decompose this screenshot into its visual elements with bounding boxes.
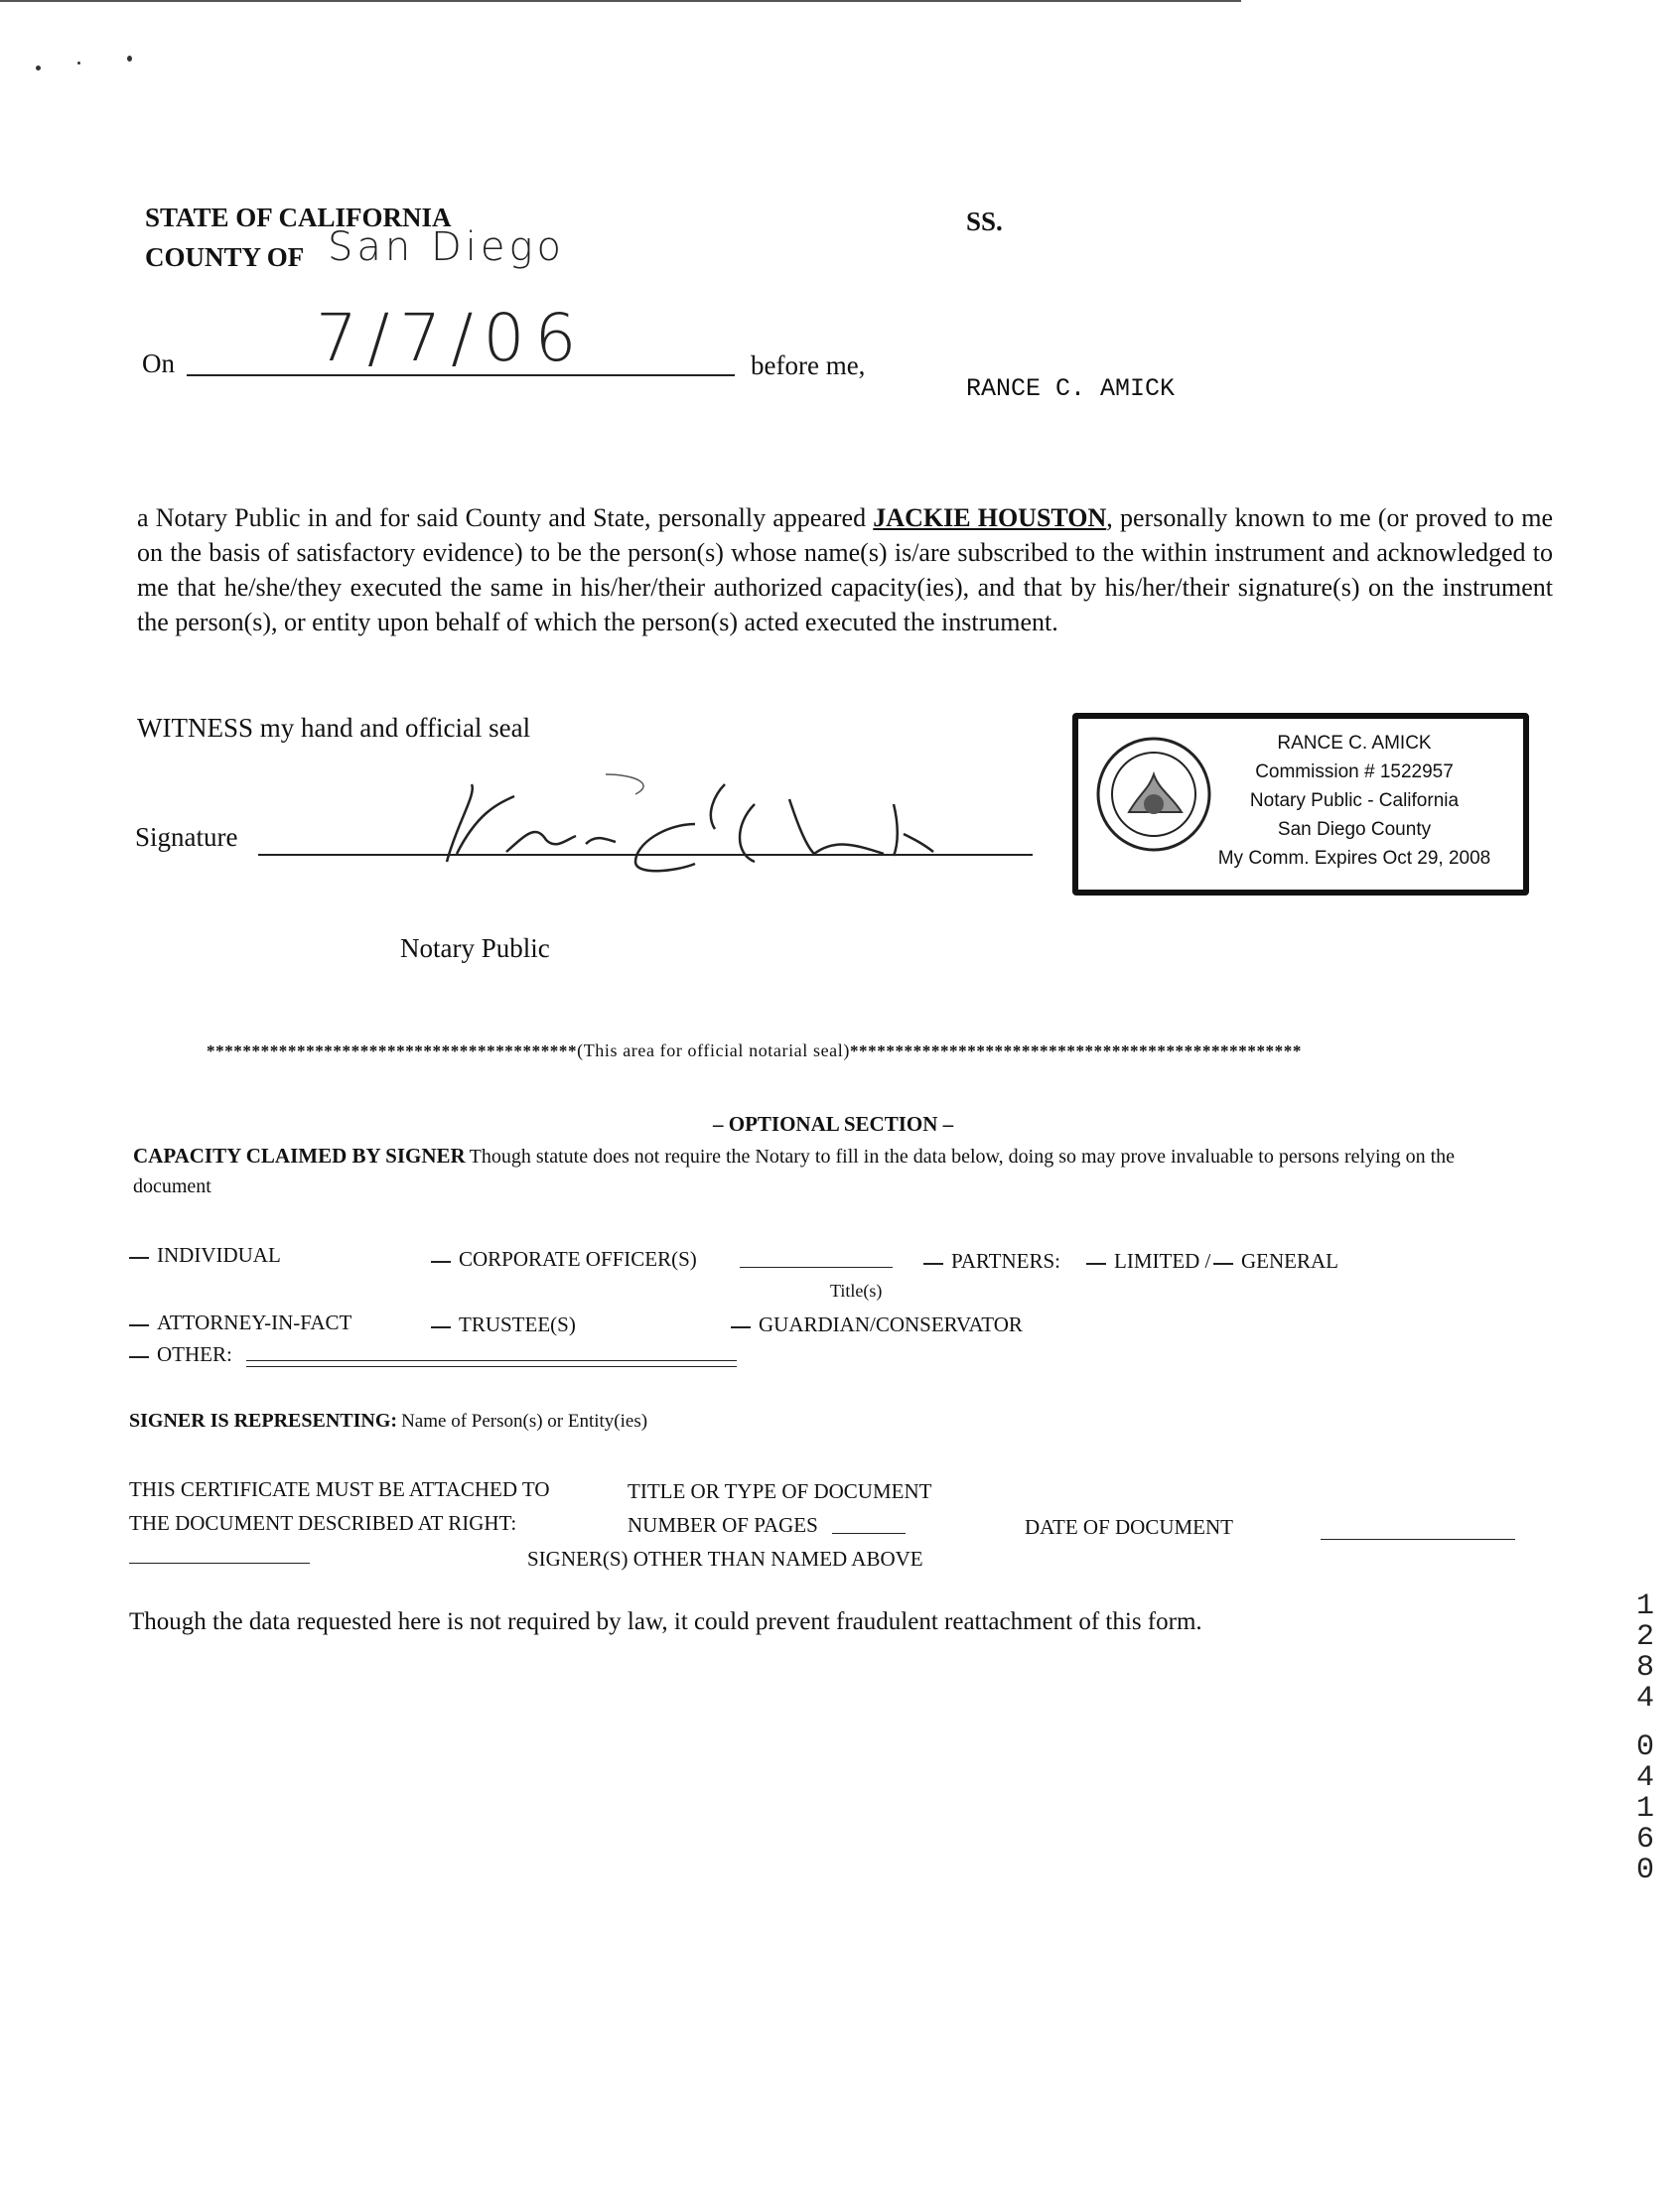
- handwritten-signature: [397, 745, 993, 884]
- title-type-label: TITLE OR TYPE OF DOCUMENT: [628, 1479, 932, 1503]
- before-me-label: before me,: [751, 350, 866, 380]
- left-blank-line: [129, 1563, 310, 1564]
- individual-label: INDIVIDUAL: [157, 1243, 281, 1267]
- option-guardian[interactable]: [731, 1312, 1023, 1337]
- general-blank[interactable]: [1213, 1263, 1233, 1265]
- doc-digit: 2: [1635, 1620, 1654, 1654]
- stamp-line-commission: Commission # 1522957: [1255, 761, 1454, 782]
- date-handwritten-value: 7/7/06: [316, 300, 587, 376]
- corporate-title-line: [740, 1267, 893, 1268]
- signer-name: JACKIE HOUSTON: [873, 503, 1107, 532]
- signers-other-label: SIGNER(S) OTHER THAN NAMED ABOVE: [527, 1547, 923, 1571]
- document-number-vertical: [1628, 1591, 1662, 1886]
- option-attorney-in-fact[interactable]: [129, 1311, 351, 1335]
- guardian-label: GUARDIAN/CONSERVATOR: [759, 1312, 1023, 1336]
- paragraph-intro: a Notary Public in and for said County and State, personally appeared: [137, 503, 867, 532]
- certificate-line-2: THE DOCUMENT DESCRIBED AT RIGHT:: [129, 1511, 517, 1535]
- stamp-line-county: San Diego County: [1277, 819, 1432, 840]
- option-partners[interactable]: [923, 1249, 1060, 1274]
- on-label: On: [142, 348, 175, 378]
- capacity-label: CAPACITY CLAIMED BY SIGNER: [133, 1144, 466, 1168]
- number-pages-line: [832, 1533, 906, 1534]
- doc-digit: 4: [1635, 1682, 1654, 1716]
- doc-digit: 1: [1635, 1589, 1654, 1623]
- capacity-text-cont: document: [133, 1175, 211, 1197]
- partners-blank[interactable]: [923, 1263, 943, 1265]
- limited-label: LIMITED /: [1114, 1249, 1211, 1273]
- signature-label: Signature: [135, 822, 238, 852]
- general-label: GENERAL: [1241, 1249, 1338, 1273]
- option-other[interactable]: [129, 1342, 232, 1367]
- doc-digit: 8: [1635, 1651, 1654, 1685]
- doc-digit: 6: [1635, 1823, 1654, 1857]
- option-general[interactable]: [1213, 1249, 1338, 1274]
- representing-label: SIGNER IS REPRESENTING:: [129, 1410, 398, 1432]
- stamp-text-block: [1195, 729, 1513, 873]
- divider-text: (This area for official notarial seal): [577, 1040, 850, 1060]
- other-label: OTHER:: [157, 1342, 232, 1366]
- option-corporate-officer[interactable]: [431, 1247, 697, 1272]
- paragraph-rest: , personally known to me (or proved to me on the basis of satisfactory evidence) to be the person(s) whose name(s) is/are subscribed to the within instrument and acknowledged to me that he/she/they executed the same in his/her/their authorized capacity(ies), and that by his/her/their signature(s) on the instrument the person(s), or entity upon behalf of which the person(s) acted executed the instrument.: [137, 503, 1553, 636]
- limited-blank[interactable]: [1086, 1263, 1106, 1265]
- acknowledgment-paragraph: [137, 500, 1553, 639]
- doc-digit: 1: [1635, 1792, 1654, 1826]
- other-line-2: [246, 1366, 737, 1367]
- optional-section-heading: – OPTIONAL SECTION –: [713, 1112, 954, 1136]
- date-of-document-line: [1321, 1539, 1515, 1540]
- divider-stars-right: **************************************************: [849, 1041, 1302, 1060]
- doc-digit: 0: [1635, 1730, 1654, 1764]
- notary-name-typed: RANCE C. AMICK: [966, 374, 1176, 403]
- county-label: COUNTY OF: [145, 242, 305, 272]
- option-limited[interactable]: [1086, 1249, 1210, 1274]
- attorney-blank[interactable]: [129, 1324, 149, 1326]
- option-trustee[interactable]: [431, 1312, 576, 1337]
- partners-label: PARTNERS:: [951, 1249, 1061, 1273]
- number-pages-label: NUMBER OF PAGES: [628, 1513, 818, 1537]
- ss-label: SS.: [966, 207, 1003, 236]
- representing-text: Name of Person(s) or Entity(ies): [401, 1411, 648, 1432]
- individual-blank[interactable]: [129, 1257, 149, 1259]
- trustee-blank[interactable]: [431, 1326, 451, 1328]
- doc-digit: 0: [1635, 1854, 1654, 1887]
- scan-speck: [127, 56, 132, 62]
- capacity-claimed-line: [133, 1144, 1455, 1169]
- titles-caption: Title(s): [830, 1281, 883, 1301]
- state-heading: STATE OF CALIFORNIA: [145, 203, 452, 232]
- county-handwritten-value: San Diego: [328, 224, 565, 270]
- scan-speck: [77, 62, 80, 65]
- option-individual[interactable]: [129, 1243, 281, 1268]
- doc-digit: 4: [1635, 1761, 1654, 1795]
- stamp-line-name: RANCE C. AMICK: [1277, 733, 1432, 754]
- signer-representing-line: [129, 1410, 647, 1433]
- certificate-line-1: THIS CERTIFICATE MUST BE ATTACHED TO: [129, 1477, 550, 1501]
- corporate-officer-label: CORPORATE OFFICER(S): [459, 1247, 697, 1271]
- corporate-officer-blank[interactable]: [431, 1261, 451, 1263]
- notarial-seal-divider: [207, 1040, 1302, 1061]
- notary-public-caption: Notary Public: [400, 933, 550, 963]
- scan-top-edge-line: [0, 0, 1241, 2]
- guardian-blank[interactable]: [731, 1326, 751, 1328]
- divider-stars-left: *****************************************: [207, 1041, 578, 1060]
- stamp-line-expiry: My Comm. Expires Oct 29, 2008: [1217, 848, 1491, 869]
- capacity-text: Though statute does not require the Notary to fill in the data below, doing so may prove invaluable to persons relying on the: [469, 1146, 1456, 1168]
- trustee-label: TRUSTEE(S): [459, 1312, 576, 1336]
- notary-stamp: [1072, 713, 1529, 896]
- scan-speck: [36, 66, 41, 70]
- date-of-document-label: DATE OF DOCUMENT: [1025, 1515, 1233, 1539]
- attorney-label: ATTORNEY-IN-FACT: [157, 1311, 352, 1334]
- stamp-line-title: Notary Public - California: [1249, 790, 1460, 811]
- other-blank[interactable]: [129, 1356, 149, 1358]
- other-line: [246, 1360, 737, 1361]
- witness-text: WITNESS my hand and official seal: [137, 713, 531, 743]
- footer-note: Though the data requested here is not required by law, it could prevent fraudulent reattachment of this form.: [129, 1608, 1202, 1635]
